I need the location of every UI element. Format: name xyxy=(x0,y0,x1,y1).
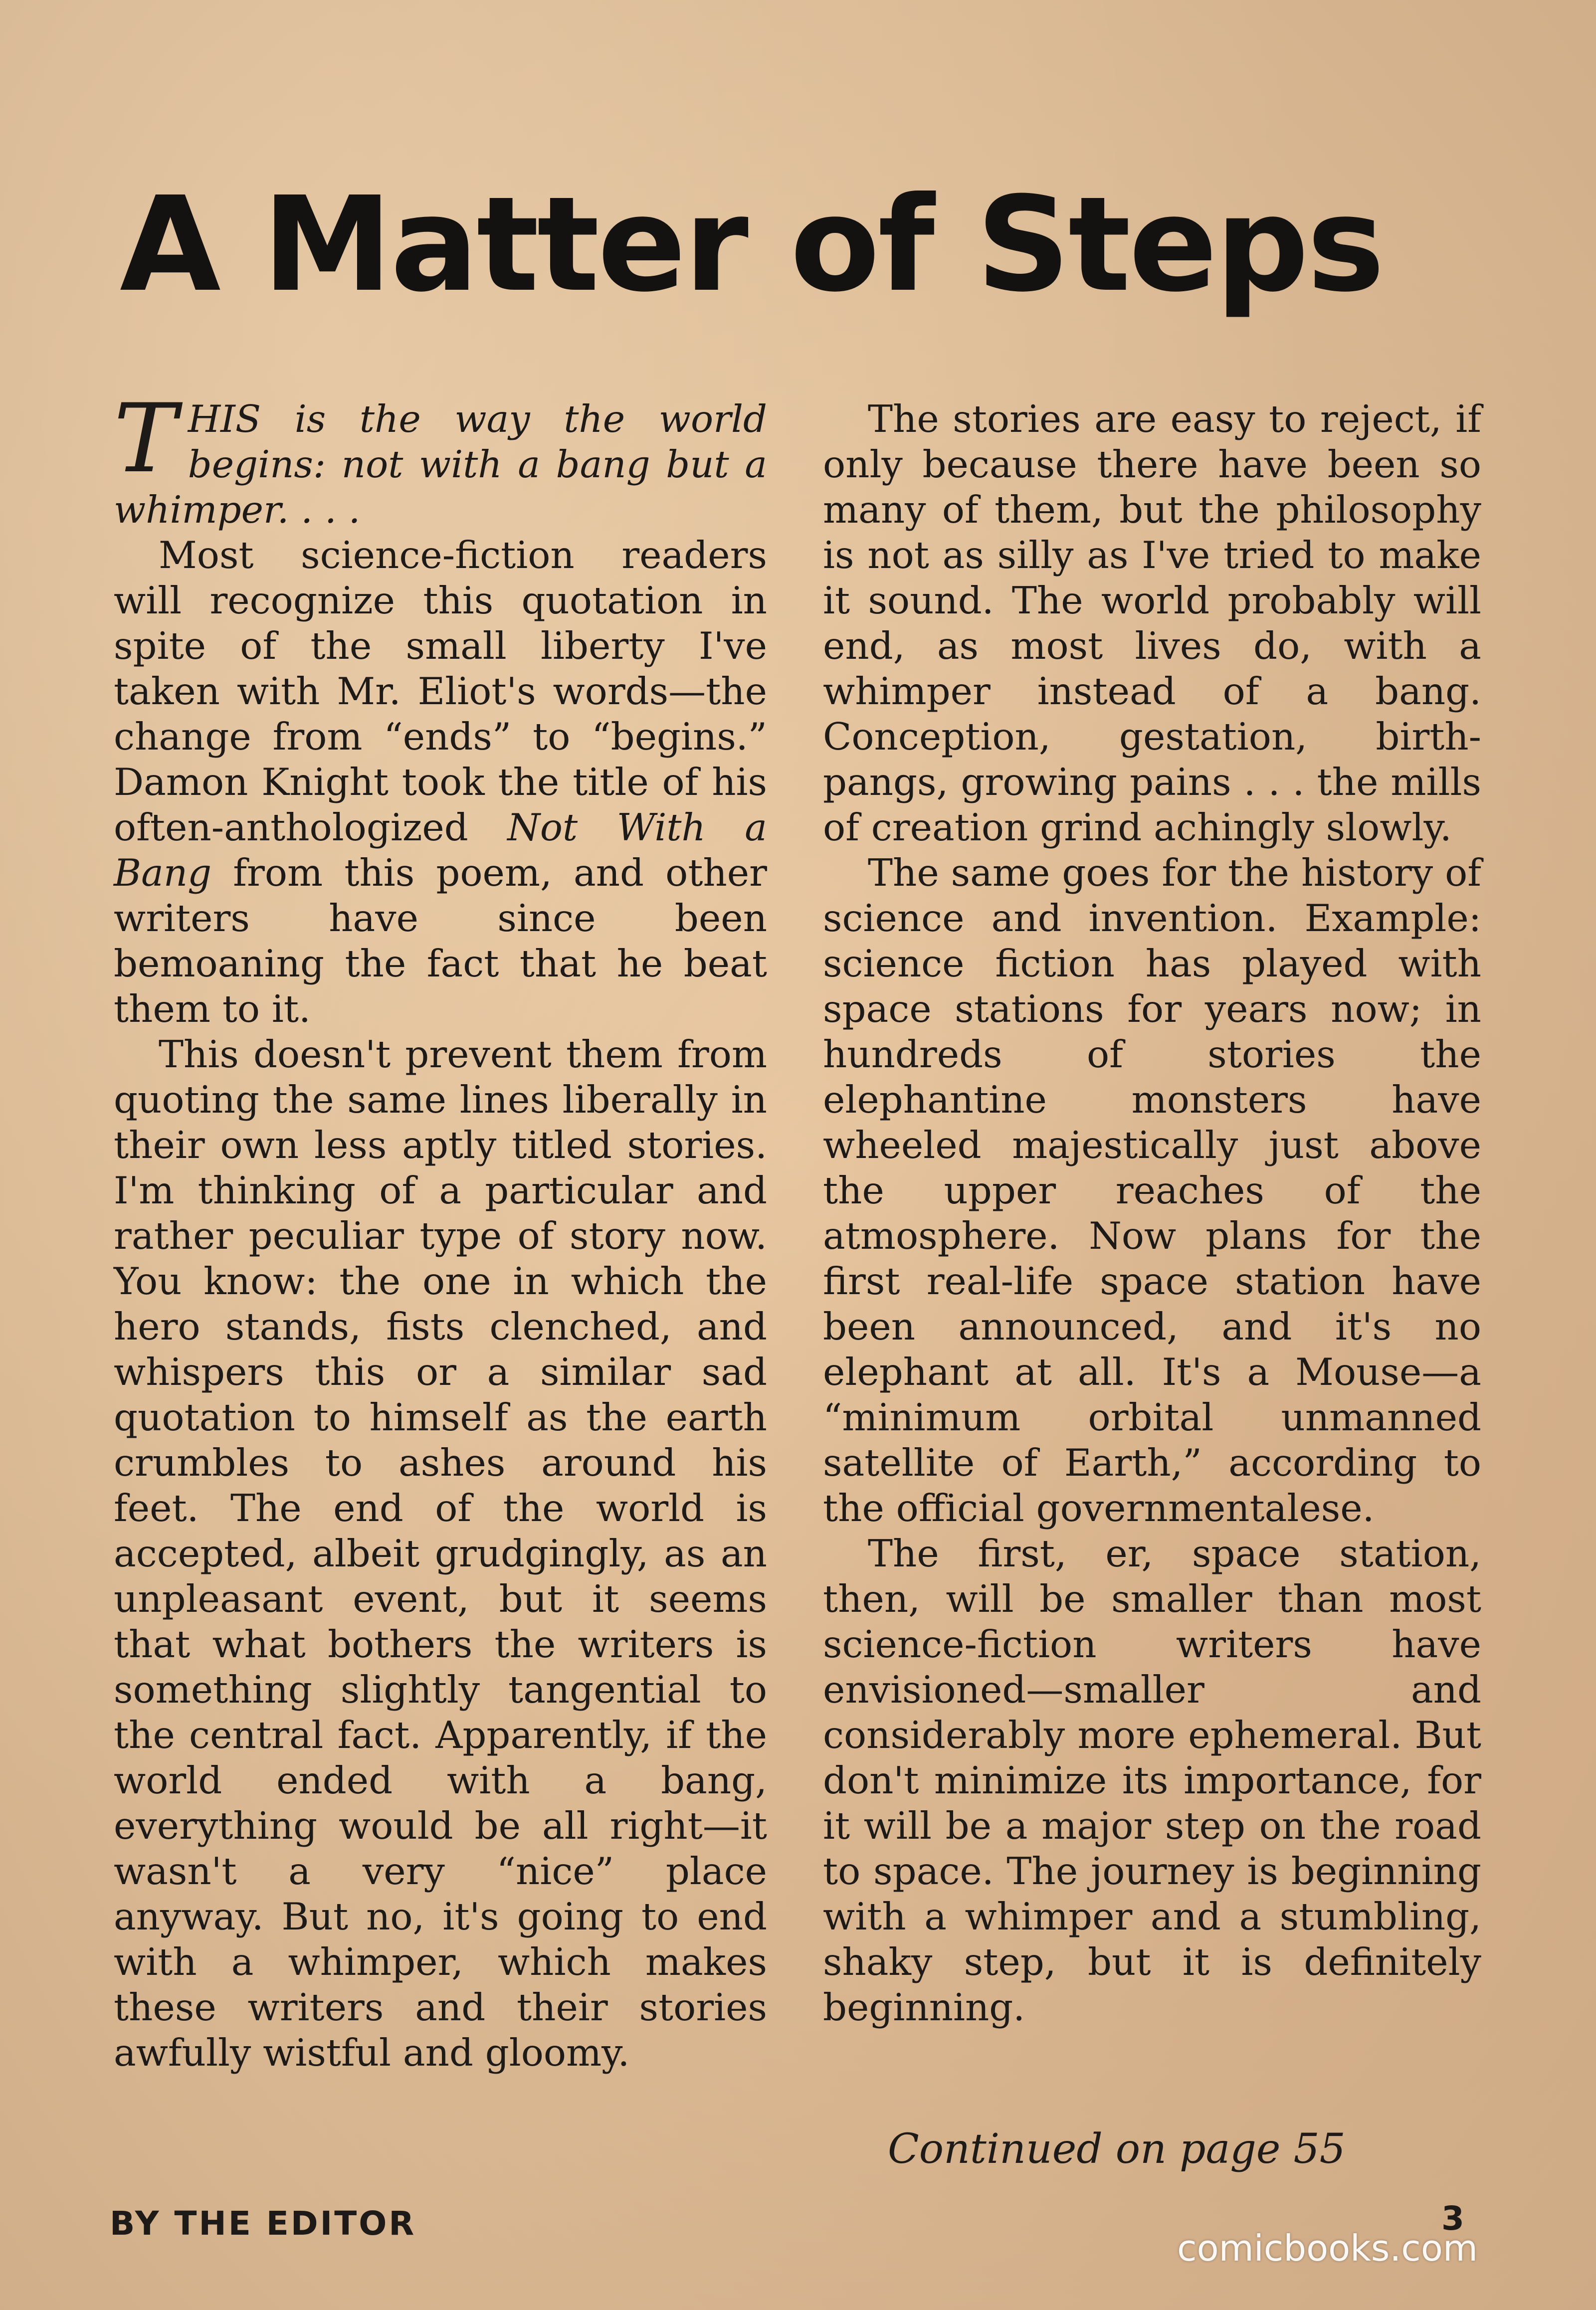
right-column xyxy=(823,396,1481,2030)
page-number: 3 xyxy=(1441,2199,1464,2238)
epigraph xyxy=(114,384,767,533)
byline: BY THE EDITOR xyxy=(110,2204,416,2243)
article-title: A Matter of Steps xyxy=(120,169,1383,321)
drop-cap: T xyxy=(114,384,177,494)
paragraph-3: The stories are easy to reject, if only because there have been so many of them, but the philosophy is not as silly as I've tried to make it sound. The world probably will end, as most lives do, with a whimper instead of a bang. Conception, gestation, birth-pangs, growing pains . . . the mills of creation grind achingly slowly. xyxy=(823,397,1481,849)
watermark: comicbooks.com xyxy=(1177,2227,1478,2269)
paragraph-1-text: Most science-fiction readers will recognize this quotation in spite of the small liberty I've taken with Mr. Eliot's words—the change from “ends” to “begins.” Damon Knight took the title of his often-anthologized xyxy=(114,533,767,849)
book-title: Not With a Bang xyxy=(114,805,768,895)
epigraph-text: HIS is the way the world begins: not with a bang but a whimper. . . . xyxy=(114,397,767,532)
paragraph-1-end: from this poem, and other writers have since been bemoaning the fact that he beat them to it. xyxy=(114,851,768,1031)
paragraph-5: The first, er, space station, then, will be smaller than most science-fiction writers have envisioned—smaller and considerably more ephemeral. But don't minimize its importance, for it will be a major step on the road to space. The journey is beginning with a whimper and a stumbling, shaky step, but it is definitely beginning. xyxy=(823,1532,1481,2029)
left-column xyxy=(114,384,768,2076)
paragraph-2: This doesn't prevent them from quoting the same lines liberally in their own less aptly titled stories. I'm thinking of a particular and rather peculiar type of story now. You know: the one in which the hero stands, fists clenched, and whispers this or a similar sad quotation to himself as the earth crumbles to ashes around his feet. The end of the world is accepted, albeit grudgingly, as an unpleasant event, but it seems that what bothers the writers is something slightly tangential to the central fact. Apparently, if the world ended with a bang, everything would be all right—it wasn't a very “nice” place anyway. But no, it's going to end with a whimper, which makes these writers and their stories awfully wistful and gloomy. xyxy=(114,1032,767,2075)
continued-note: Continued on page 55 xyxy=(888,2125,1346,2173)
paragraph-4: The same goes for the history of science and invention. Example: science fiction has played with space stations for years now; in hundreds of stories the elephantine monsters have wheeled majestically just above the upper reaches of the atmosphere. Now plans for the first real-life space station have been announced, and it's no elephant at all. It's a Mouse—a “minimum orbital unmanned satellite of Earth,” according to the official governmentalese. xyxy=(823,851,1481,1530)
paragraph-1 xyxy=(114,533,767,1032)
